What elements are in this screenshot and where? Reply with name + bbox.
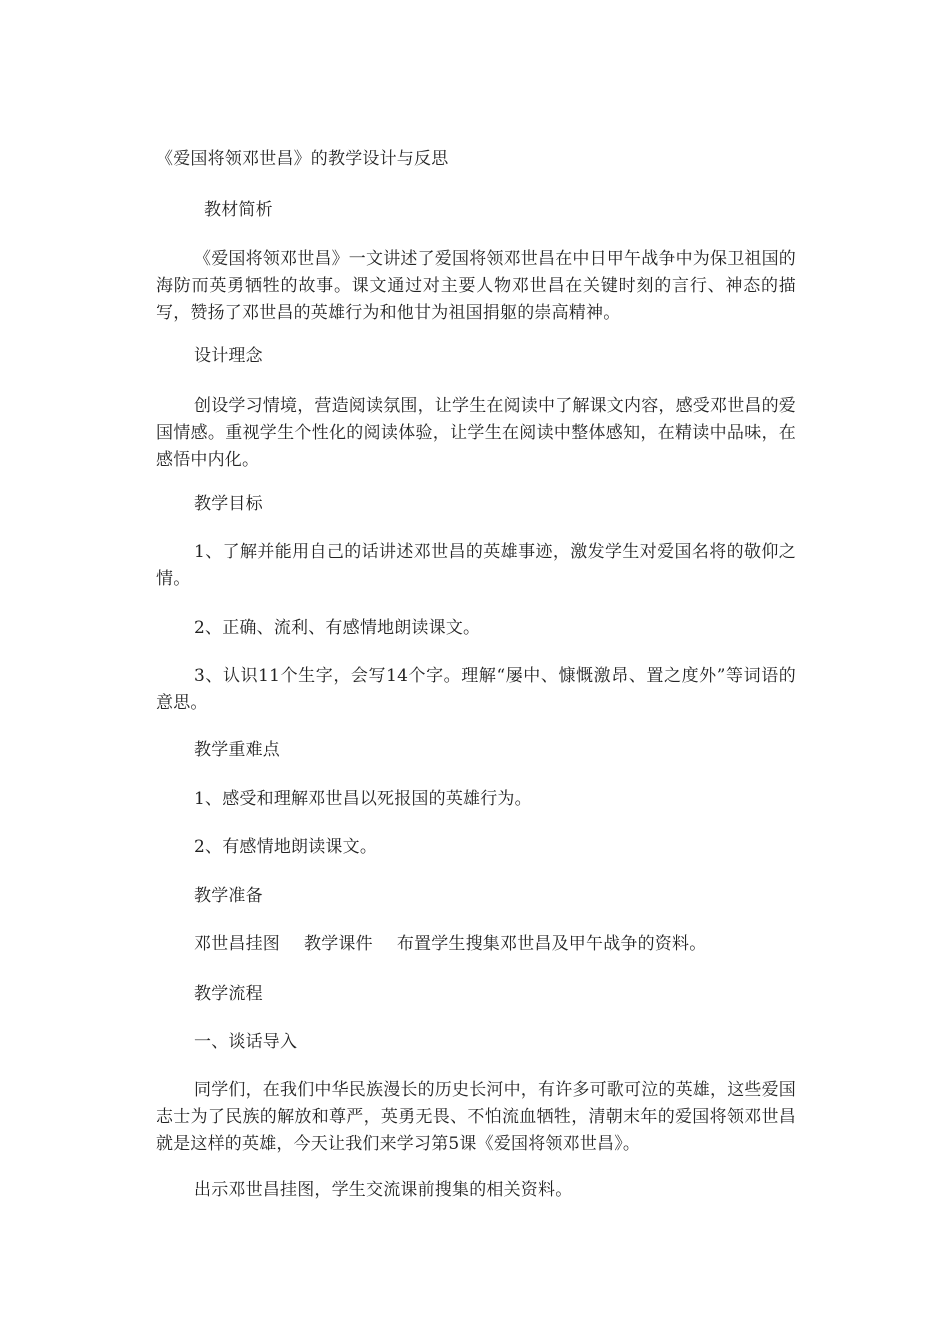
prep-item-courseware: 教学课件 — [304, 934, 373, 954]
goal-item-3: 3、认识11个生字，会写14个字。理解“屡中、慷慨激昂、置之度外”等词语的意思。 — [156, 666, 796, 713]
prep-item-portrait: 邓世昌挂图 — [194, 934, 280, 954]
document-title: 《爱国将领邓世昌》的教学设计与反思 — [156, 149, 449, 169]
section-heading-flow: 教学流程 — [194, 984, 263, 1004]
prep-item-assignment: 布置学生搜集邓世昌及甲午战争的资料。 — [396, 934, 707, 954]
paragraph-material: 《爱国将领邓世昌》一文讲述了爱国将领邓世昌在中日甲午战争中为保卫祖国的海防而英勇牺牲的故事。课文通过对主要人物邓世昌在关键时刻的言行、神态的描写，赞扬了邓世昌的英雄行为和他甘为祖国捐躯的崇高精神。 — [156, 249, 796, 323]
goal-item-1: 1、了解并能用自己的话讲述邓世昌的英雄事迹，激发学生对爱国名将的敬仰之情。 — [156, 542, 796, 589]
paragraph-concept: 创设学习情境，营造阅读氛围，让学生在阅读中了解课文内容，感受邓世昌的爱国情感。重视学生个性化的阅读体验，让学生在阅读中整体感知，在精读中品味，在感悟中内化。 — [156, 396, 796, 470]
section-heading-preparation: 教学准备 — [194, 886, 263, 906]
key-point-2: 2、有感情地朗读课文。 — [194, 837, 378, 857]
paragraph-portrait-activity: 出示邓世昌挂图，学生交流课前搜集的相关资料。 — [194, 1180, 573, 1200]
section-heading-goals: 教学目标 — [194, 494, 263, 514]
section-heading-material: 教材简析 — [204, 200, 273, 220]
step-heading-intro: 一、谈话导入 — [194, 1032, 298, 1052]
section-heading-key-points: 教学重难点 — [194, 740, 280, 760]
paragraph-intro: 同学们，在我们中华民族漫长的历史长河中，有许多可歌可泣的英雄，这些爱国志士为了民族的解放和尊严，英勇无畏、不怕流血牺牲，清朝末年的爱国将领邓世昌就是这样的英雄，今天让我们来学习第5课《爱国将领邓世昌》。 — [156, 1080, 796, 1154]
key-point-1: 1、感受和理解邓世昌以死报国的英雄行为。 — [194, 789, 532, 809]
section-heading-concept: 设计理念 — [194, 346, 263, 366]
goal-item-2: 2、正确、流利、有感情地朗读课文。 — [194, 618, 481, 638]
preparation-list — [194, 931, 706, 958]
